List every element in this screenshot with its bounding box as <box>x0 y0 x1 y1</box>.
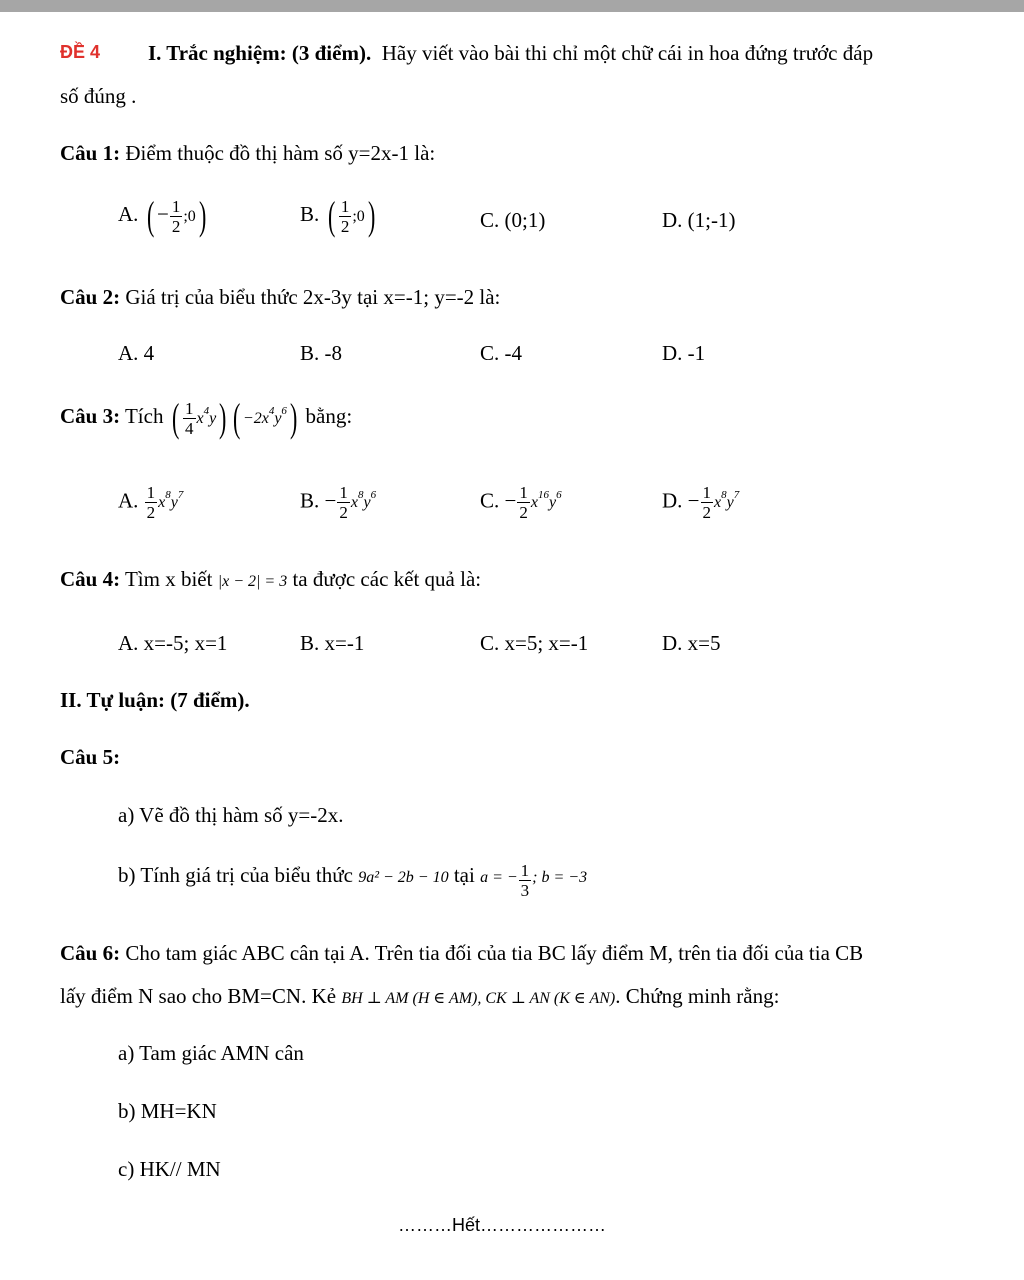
minus-sign: − <box>324 488 337 513</box>
q2-option-b: B. -8 <box>300 341 342 365</box>
absolute-value-equation: |x − 2| = 3 <box>217 573 288 590</box>
numerator: 1 <box>340 196 350 216</box>
fraction <box>337 484 350 521</box>
question-4-text-end: ta được các kết quả là: <box>292 567 482 591</box>
question-1-text: Điểm thuộc đồ thị hàm số y=2x-1 là: <box>125 141 436 165</box>
paren-left: ( <box>171 395 180 440</box>
question-4-label: Câu 4: <box>60 567 121 591</box>
question-6 <box>60 941 863 965</box>
denominator: 2 <box>339 503 348 522</box>
section2-title-text: II. Tự luận: (7 điểm). <box>60 688 250 712</box>
fraction <box>145 484 158 521</box>
q1-option-b <box>300 193 378 238</box>
question-3-text: Tích <box>124 403 164 428</box>
fraction <box>519 862 532 899</box>
q3-option-a-letter: A. <box>118 488 139 513</box>
numerator: 1 <box>339 483 348 502</box>
condition-a: a = − <box>480 869 518 886</box>
section2-title <box>60 688 250 712</box>
q2-option-d: D. -1 <box>662 341 706 365</box>
q6-part-c: c) HK// MN <box>118 1157 221 1181</box>
q1-option-b-letter: B. <box>300 201 320 226</box>
section1-heading <box>148 41 873 65</box>
question-6-line2 <box>60 984 779 1011</box>
denominator: 4 <box>185 418 194 438</box>
numerator: 1 <box>171 196 181 216</box>
exam-code: ĐỀ 4 <box>60 42 101 62</box>
q5-part-b <box>118 862 587 899</box>
minus-sign: − <box>504 488 517 513</box>
q4-option-a: A. x=-5; x=1 <box>118 631 228 655</box>
denominator: 2 <box>340 216 350 236</box>
q3-option-d <box>662 484 739 521</box>
question-6-text-b: . Chứng minh rằng: <box>615 984 780 1008</box>
section1-title: I. Trắc nghiệm: (3 điểm). <box>148 41 372 65</box>
q2-option-c: C. -4 <box>480 341 522 365</box>
q1-option-c: C. (0;1) <box>480 208 546 232</box>
paren-left: ( <box>146 193 155 238</box>
condition-b: ; b = −3 <box>532 869 588 886</box>
paren-right: ) <box>289 395 298 440</box>
paren-left: ( <box>232 395 240 440</box>
q1-option-d: D. (1;-1) <box>662 208 736 232</box>
denominator: 2 <box>702 503 712 522</box>
question-4-text: Tìm x biết <box>124 567 213 591</box>
numerator: 1 <box>702 483 712 502</box>
fraction <box>517 484 530 521</box>
monomial: $x^{16}y^6$ <box>530 489 562 512</box>
denominator: 2 <box>171 216 181 236</box>
paren-right: ) <box>198 193 207 238</box>
q3-option-b-letter: B. <box>300 488 320 513</box>
perpendicular-condition: BH ⊥ AM (H ∈ AM), CK ⊥ AN (K ∈ AN) <box>341 990 616 1007</box>
fraction <box>183 400 196 437</box>
q5-part-b-text: b) Tính giá trị của biểu thức <box>118 863 353 887</box>
q3-option-a <box>118 484 183 521</box>
q3-option-c-letter: C. <box>480 488 500 513</box>
question-3-label: Câu 3: <box>60 403 121 428</box>
coordinate-y: ;0 <box>352 207 365 225</box>
question-1-label: Câu 1: <box>60 141 121 165</box>
fraction <box>170 198 183 235</box>
section1-instruction: Hãy viết vào bài thi chỉ một chữ cái in hoa đứng trước đáp <box>381 41 874 65</box>
monomial: $x^8y^7$ <box>158 489 184 512</box>
question-6-text-a: lấy điểm N sao cho BM=CN. Kẻ <box>60 984 337 1008</box>
question-5-label <box>60 745 120 769</box>
denominator: 2 <box>146 503 156 522</box>
paren-right: ) <box>219 395 227 440</box>
q4-option-c: C. x=5; x=-1 <box>480 631 589 655</box>
section1-instruction-cont: số đúng . <box>60 84 137 108</box>
q3-option-d-letter: D. <box>662 488 683 513</box>
q5-part-b-at: tại <box>453 863 475 887</box>
q4-option-d: D. x=5 <box>662 631 721 655</box>
question-3 <box>60 395 353 440</box>
q6-part-a: a) Tam giác AMN cân <box>118 1041 304 1065</box>
q6-part-b: b) MH=KN <box>118 1099 217 1123</box>
question-2-text: Giá trị của biểu thức 2x-3y tại x=-1; y=-2 là: <box>125 285 501 309</box>
monomial: $x^4y$ <box>196 404 217 427</box>
question-2 <box>60 285 500 309</box>
denominator: 3 <box>520 881 530 900</box>
monomial: $-2x^4y^6$ <box>242 404 287 427</box>
coordinate-y: ;0 <box>183 207 196 225</box>
paren-left: ( <box>327 193 335 238</box>
numerator: 1 <box>520 861 530 880</box>
question-1 <box>60 141 435 165</box>
numerator: 1 <box>185 398 194 418</box>
question-6-text: Cho tam giác ABC cân tại A. Trên tia đối của tia BC lấy điểm M, trên tia đối của tia CB <box>125 941 864 965</box>
minus-sign: − <box>157 201 169 226</box>
paren-right: ) <box>367 193 376 238</box>
denominator: 2 <box>519 503 528 522</box>
question-6-label: Câu 6: <box>60 941 121 965</box>
q3-option-b <box>300 484 376 521</box>
numerator: 1 <box>519 483 528 502</box>
top-border <box>0 0 1024 12</box>
q3-option-c <box>480 484 562 521</box>
q2-option-a: A. 4 <box>118 341 155 365</box>
fraction <box>701 484 714 521</box>
question-3-text-end: bằng: <box>305 403 353 428</box>
q1-option-a-letter: A. <box>118 201 139 226</box>
fraction <box>339 198 352 235</box>
q1-option-a <box>118 193 209 238</box>
end-marker: ………Hết………………… <box>398 1215 607 1235</box>
monomial: $x^8y^6$ <box>350 489 377 512</box>
question-5-label-text: Câu 5: <box>60 745 121 769</box>
question-2-label: Câu 2: <box>60 285 121 309</box>
minus-sign: − <box>687 488 700 513</box>
question-4 <box>60 567 481 594</box>
monomial: $x^8y^7$ <box>714 489 740 512</box>
q4-option-b: B. x=-1 <box>300 631 365 655</box>
q5-part-a: a) Vẽ đồ thị hàm số y=-2x. <box>118 803 344 827</box>
numerator: 1 <box>146 483 156 502</box>
expression: 9a² − 2b − 10 <box>358 869 449 886</box>
